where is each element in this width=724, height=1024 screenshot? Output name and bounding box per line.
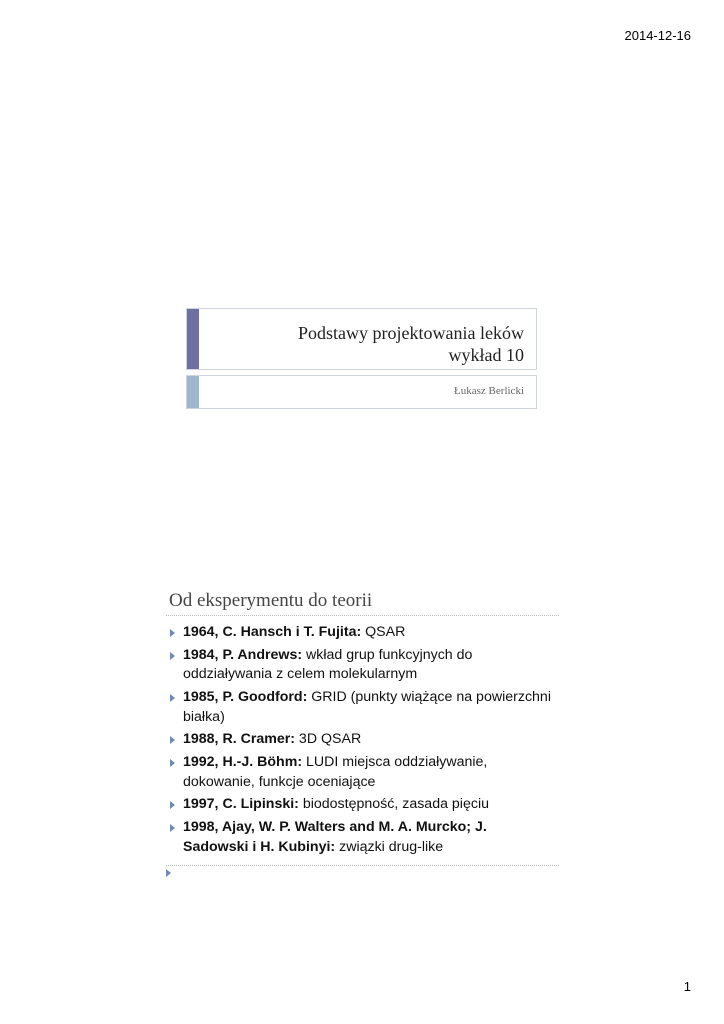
author-accent-bar	[187, 376, 199, 408]
empty-bullet-arrow-icon	[166, 869, 171, 877]
item-bold: 1992, H.-J. Böhm:	[183, 754, 303, 771]
bullet-arrow-icon	[170, 736, 175, 744]
item-bold: 1997, C. Lipinski:	[183, 796, 299, 813]
page-number: 1	[683, 979, 691, 994]
item-bold: 1984, P. Andrews:	[183, 646, 303, 663]
bullet-arrow-icon	[170, 694, 175, 702]
bullet-arrow-icon	[170, 801, 175, 809]
list-item	[169, 795, 554, 815]
item-text: QSAR	[361, 624, 406, 640]
bullet-arrow-icon	[170, 759, 175, 767]
title-accent-bar	[187, 309, 199, 369]
list-item	[169, 623, 554, 643]
list-item	[169, 646, 554, 685]
footer-divider	[166, 865, 559, 866]
list-item	[169, 818, 554, 857]
item-text: związki drug-like	[335, 838, 444, 855]
slide-title	[298, 322, 524, 366]
heading-divider	[166, 615, 559, 616]
slide-author-box	[186, 375, 537, 409]
item-text: wkład grup funkcyjnych do oddziaływania z celem molekularnym	[183, 646, 473, 683]
item-text: GRID (punkty wiążące na powierzchni białka)	[183, 689, 551, 725]
slide-title-line-2: wykład 10	[448, 345, 524, 365]
item-bold: 1964, C. Hansch i T. Fujita:	[183, 624, 362, 640]
list-item	[169, 730, 554, 750]
item-text: LUDI miejsca oddziaływanie, dokowanie, funkcje oceniające	[183, 754, 488, 790]
item-bold: 1985, P. Goodford:	[183, 689, 308, 706]
slide-title-line-1: Podstawy projektowania leków	[298, 323, 524, 343]
slide-title-box	[186, 308, 537, 370]
item-bold: 1988, R. Cramer:	[183, 731, 295, 748]
bullet-arrow-icon	[170, 824, 175, 832]
bullet-arrow-icon	[170, 652, 175, 660]
item-text: 3D QSAR	[294, 731, 362, 748]
timeline-list	[169, 623, 554, 861]
list-item	[169, 753, 554, 792]
item-bold: 1998, Ajay, W. P. Walters and M. A. Murcko; J. Sadowski i H. Kubinyi:	[183, 819, 487, 855]
page-date: 2014-12-16	[624, 28, 691, 43]
slide2-heading: Od eksperymentu do teorii	[169, 590, 373, 611]
slide-author: Łukasz Berlicki	[454, 385, 524, 397]
item-text: biodostępność, zasada pięciu	[298, 796, 489, 813]
bullet-arrow-icon	[170, 629, 175, 637]
list-item	[169, 688, 554, 727]
